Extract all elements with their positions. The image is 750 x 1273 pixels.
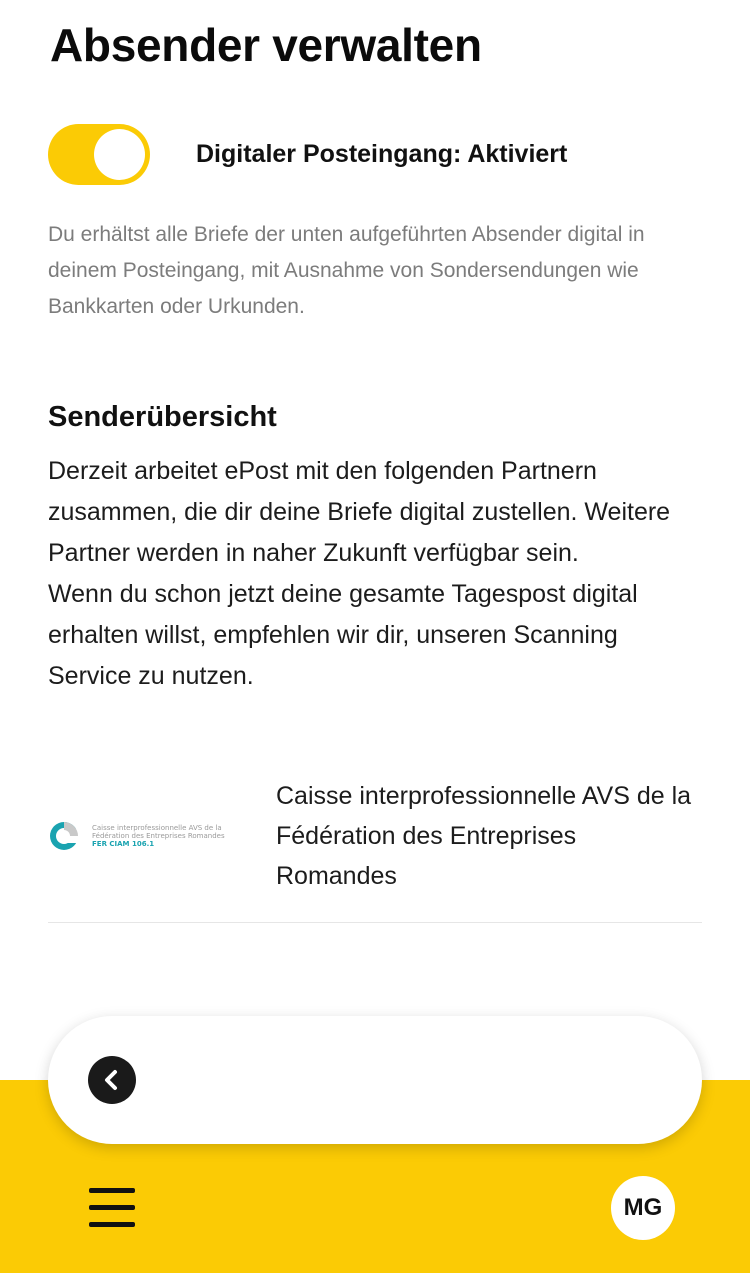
user-avatar[interactable]: MG [611,1176,675,1240]
partner-list-item[interactable] [48,776,702,923]
hamburger-menu-icon[interactable] [89,1188,135,1226]
digital-inbox-setting [48,122,708,186]
toggle-knob [94,129,145,180]
page-title: Absender verwalten [50,19,482,71]
digital-inbox-info-text: Du erhältst alle Briefe der unten aufgeführten Absender digital in deinem Posteingang, mit Ausnahme von Sondersendungen wie Bankkarten oder Urkunden. [48,223,645,318]
sender-overview-title: Senderübersicht [48,401,277,433]
digital-inbox-toggle[interactable] [48,124,150,185]
back-button[interactable] [88,1056,136,1104]
partner-logo-text: Fédération des Entreprises Romandes [92,832,225,840]
chevron-left-icon [99,1067,125,1093]
sender-overview-description [48,451,708,697]
action-pill [48,1016,702,1144]
partner-logo [48,820,233,852]
partner-logo-text: Caisse interprofessionnelle AVS de la [92,824,222,832]
digital-inbox-label: Digitaler Posteingang: Aktiviert [196,140,568,168]
sender-overview-paragraph: Derzeit arbeitet ePost mit den folgenden Partnern zusammen, die dir deine Briefe digital zustellen. Weitere Partner werden in naher Zukunft verfügbar sein. [48,457,671,567]
sender-overview-paragraph: Wenn du schon jetzt deine gesamte Tagespost digital erhalten willst, empfehlen wir dir, unseren Scanning Service zu nutzen. [48,580,638,690]
partner-logo-code: FER CIAM 106.1 [92,840,155,848]
partner-name: Caisse interprofessionnelle AVS de la Fédération des Entreprises Romandes [276,782,692,890]
